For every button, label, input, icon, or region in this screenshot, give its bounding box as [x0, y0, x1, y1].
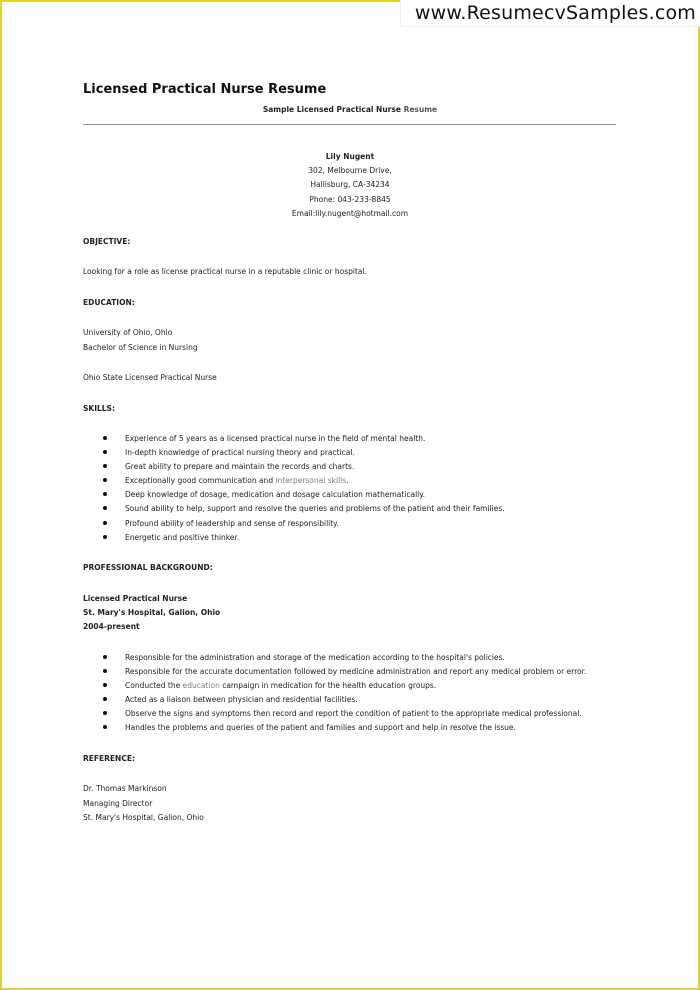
skill-text: Profound ability of leadership and sense of responsibility. [125, 518, 339, 528]
address-line-2: Hallisburg, CA-34234 [310, 180, 390, 190]
professional-period: 2004-present [83, 622, 140, 631]
title-divider [83, 124, 616, 125]
site-banner[interactable]: www.ResumecvSamples.com [400, 0, 700, 27]
skill-text: Great ability to prepare and maintain the records and charts. [125, 462, 355, 472]
resume-title: Licensed Practical Nurse Resume [83, 82, 327, 97]
subtitle-suffix: Resume [403, 105, 438, 114]
phone: Phone: 043-233-8845 [309, 194, 391, 204]
reference-heading: REFERENCE: [83, 754, 135, 763]
professional-employer: St. Mary's Hospital, Galion, Ohio [83, 608, 221, 617]
responsibilities-list [83, 653, 586, 738]
skill-text: Exceptionally good communication and [125, 476, 276, 486]
skill-text: Deep knowledge of dosage, medication and dosage calculation mathematically. [125, 490, 426, 500]
skill-item [83, 533, 505, 547]
responsibility-text: Observe the signs and symptoms then record and report the condition of patient to the appropriate medical professional. [125, 709, 582, 719]
skill-item [83, 476, 505, 490]
address-line-1: 302, Melbourne Drive, [308, 166, 392, 176]
bullet-icon [103, 683, 107, 687]
skills-list [83, 434, 505, 547]
professional-role: Licensed Practical Nurse [83, 594, 188, 603]
skill-item [83, 519, 505, 533]
skill-text: Energetic and positive thinker. [125, 532, 240, 542]
skill-text: Experience of 5 years as a licensed practical nurse in the field of mental health. [125, 434, 426, 443]
responsibility-text: Responsible for the accurate documentation followed by medicine administration and report any medical problem or error. [125, 667, 587, 677]
subtitle-main: Sample Licensed Practical Nurse [262, 105, 401, 114]
responsibility-item [83, 681, 586, 695]
bullet-icon [103, 450, 107, 454]
responsibility-item [83, 653, 586, 667]
resume-subtitle [0, 105, 700, 114]
responsibility-text: Responsible for the administration and storage of the medication according to the hospital's policies. [125, 653, 505, 662]
bullet-icon [103, 535, 107, 539]
education-heading: EDUCATION: [83, 298, 135, 307]
professional-heading: PROFESSIONAL BACKGROUND: [83, 563, 213, 572]
reference-position: Managing Director [83, 799, 153, 808]
skill-item [83, 504, 505, 518]
bullet-icon [103, 697, 107, 701]
skill-text: Sound ability to help, support and resolve the queries and problems of the patient and their families. [125, 504, 505, 514]
bullet-icon [103, 521, 107, 525]
education-license: Ohio State Licensed Practical Nurse [83, 373, 217, 382]
objective-heading: OBJECTIVE: [83, 237, 131, 246]
skill-item [83, 434, 505, 448]
responsibility-item [83, 695, 586, 709]
skill-text-end: . [346, 476, 349, 486]
objective-text: Looking for a role as license practical nurse in a reputable clinic or hospital. [83, 267, 367, 276]
skill-item [83, 490, 505, 504]
education-university: University of Ohio, Ohio [83, 328, 173, 337]
contact-block [0, 150, 700, 221]
reference-name: Dr. Thomas Markinson [83, 784, 167, 793]
bullet-icon [103, 436, 107, 440]
skills-heading: SKILLS: [83, 404, 115, 413]
candidate-name: Lily Nugent [325, 152, 375, 161]
skill-item [83, 462, 505, 476]
skill-item [83, 448, 505, 462]
email: Email:lily.nugent@hotmail.com [291, 208, 409, 218]
bullet-icon [103, 725, 107, 729]
bullet-icon [103, 492, 107, 496]
interpersonal-skills-link[interactable]: interpersonal skills [275, 476, 347, 486]
responsibility-text: Conducted the [125, 681, 183, 691]
bullet-icon [103, 711, 107, 715]
bullet-icon [103, 506, 107, 510]
bullet-icon [103, 669, 107, 673]
bullet-icon [103, 464, 107, 468]
responsibility-text: Acted as a liaison between physician and residential facilities. [125, 695, 358, 705]
responsibility-item [83, 709, 586, 723]
education-link[interactable]: education [182, 681, 220, 691]
responsibility-text: Handles the problems and queries of the patient and families and support and help in resolve the issue. [125, 723, 516, 733]
responsibility-item [83, 667, 586, 681]
bullet-icon [103, 655, 107, 659]
bullet-icon [103, 478, 107, 482]
responsibility-text-end: campaign in medication for the health education groups. [219, 681, 437, 691]
education-degree: Bachelor of Science in Nursing [83, 343, 198, 352]
reference-organization: St. Mary's Hospital, Galion, Ohio [83, 813, 204, 822]
responsibility-item [83, 723, 586, 737]
skill-text: In-depth knowledge of practical nursing theory and practical. [125, 448, 355, 458]
